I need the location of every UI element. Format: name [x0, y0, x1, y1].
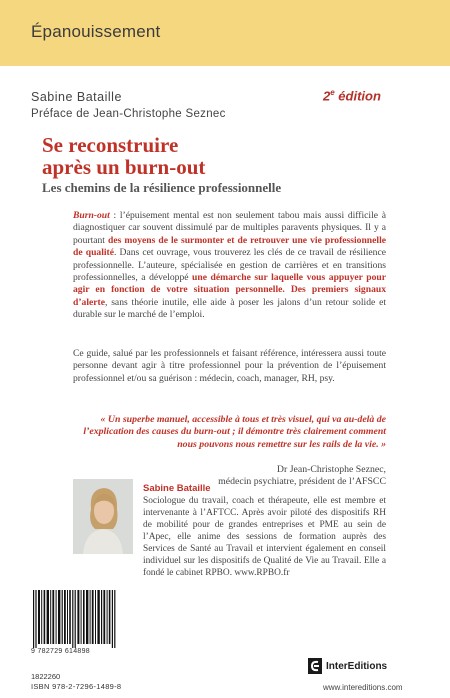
book-title-line-1: Se reconstruire: [42, 133, 179, 157]
preface-line: Préface de Jean-Christophe Seznec: [31, 108, 226, 120]
book-title: [42, 134, 205, 178]
endorsement-quote: « Un superbe manuel, accessible à tous et très visuel, qui va au-delà de l’explication des causes du burn-out ; il démontre très clairement comment nous pouvons nous remettre sur les rails de la vie. »: [83, 414, 386, 450]
edition-word: édition: [334, 88, 381, 104]
collection-band: [0, 0, 450, 66]
publisher-logo-icon: [308, 658, 322, 674]
summary-lead: Burn-out: [73, 210, 110, 221]
edition-suffix: e: [330, 88, 335, 97]
bio-text: Sociologue du travail, coach et thérapeute, elle est membre et intervenante à l’AFTCC. Après avoir piloté des dispositifs RH de mobilité pour de grandes entreprises et PME au sein de l’Apec, elle anime des sessions de formation auprès des Services de Santé au Travail et intervient également en conseil individuel sur les dispositifs de Qualité de Vie au Travail. Elle a fondé le cabinet RPBO. www.RPBO.fr: [143, 496, 386, 578]
barcode-number: 9 782729 614898: [31, 648, 90, 655]
author-portrait-icon: [73, 479, 133, 554]
quote-author: Dr Jean-Christophe Seznec,: [276, 464, 386, 475]
summary-text-3: , sans théorie inutile, elle aide à poser les jalons d’un retour solide et durable sur le marché de l’emploi.: [73, 296, 386, 321]
isbn-number: ISBN 978-2-7296-1489-8: [31, 682, 122, 691]
author-photo: [73, 479, 133, 554]
quote-role: médecin psychiatre, président de l’AFSCC: [218, 476, 386, 488]
summary-highlight-1: des moyens de le surmonter et de retrouver une vie professionnelle de qualité: [73, 234, 386, 259]
summary-highlight-2: une démarche sur laquelle vous appuyer pour agir en fonction de votre situation personnelle. Des premiers signaux d’alerte: [73, 272, 386, 308]
author-bio: [143, 483, 386, 579]
book-subtitle: Les chemins de la résilience professionnelle: [42, 180, 282, 195]
edition-number: 2: [323, 88, 331, 104]
summary-text-1: : l’épuisement mental est non seulement tabou mais aussi difficile à diagnostiquer car souvent dissimulé par de multiples paravents physiques. Il y a pourtant: [73, 210, 386, 246]
barcode-icon: [31, 590, 117, 648]
summary-paragraph-2: Ce guide, salué par les professionnels et faisant référence, intéressera aussi toute personne devant agir à titre professionnel pour la prévention de l’épuisement professionnel et/ou sa guérison : médecin, coach, manager, RH, psy.: [73, 348, 386, 384]
edition-badge: [323, 88, 381, 103]
summary-paragraph-1: [73, 210, 386, 322]
bio-name: Sabine Bataille: [143, 483, 211, 494]
book-title-line-2: après un burn-out: [42, 155, 206, 179]
product-reference: 1822260: [31, 672, 61, 681]
summary-text-2: . Dans cet ouvrage, vous trouverez les clés de ce travail de résilience professionnelle. L’auteure, spécialisée en gestion de carrières et en transitions professionnelles, a développé: [73, 247, 386, 284]
collection-title: Épanouissement: [31, 22, 161, 41]
publisher-website: www.intereditions.com: [323, 683, 403, 692]
author-name: Sabine Bataille: [31, 90, 122, 104]
publisher-name: InterEditions: [326, 661, 388, 672]
